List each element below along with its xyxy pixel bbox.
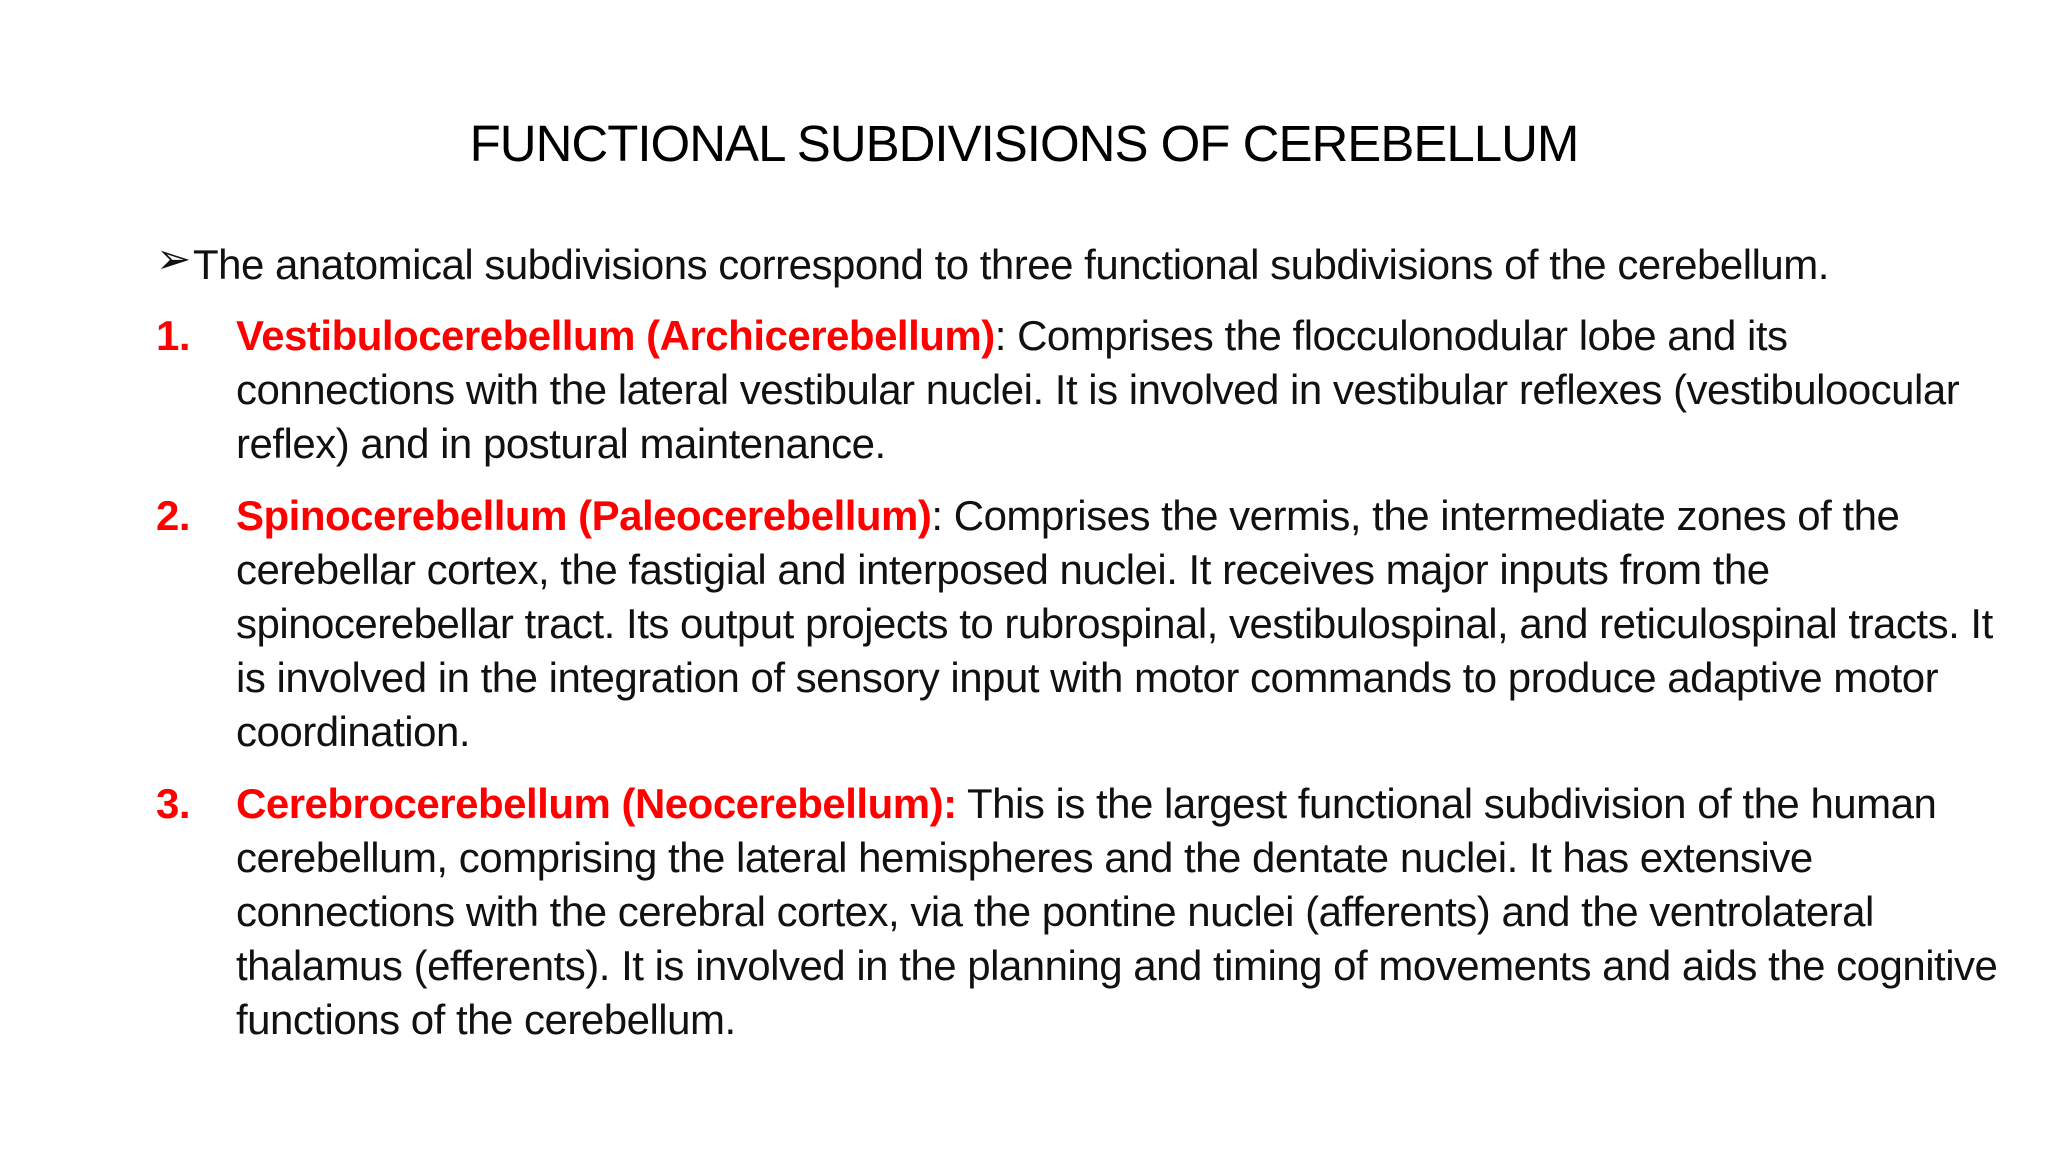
intro-text: The anatomical subdivisions correspond to three functional subdivisions of the cerebellum. <box>193 241 1829 288</box>
list-item <box>156 777 2016 1047</box>
slide-body <box>156 235 2016 1065</box>
intro-paragraph <box>156 235 2016 292</box>
item-number: 3. <box>156 780 191 827</box>
item-description: This is the largest functional subdivision of the human cerebellum, comprising the lateral hemispheres and the dentate nuclei. It has extensive connections with the cerebral cortex, via the pontine nuclei (afferents) and the ventrolateral thalamus (efferents). It is involved in the planning and timing of movements and aids the cognitive functions of the cerebellum. <box>236 780 1998 1043</box>
slide-title: FUNCTIONAL SUBDIVISIONS OF CEREBELLUM <box>469 115 1579 172</box>
list-item <box>156 489 2016 759</box>
list-item <box>156 309 2016 471</box>
item-separator: : <box>994 312 1006 359</box>
item-term: Spinocerebellum (Paleocerebellum) <box>236 492 932 539</box>
arrow-bullet-icon: ➢ <box>156 235 191 282</box>
item-description: Comprises the flocculonodular lobe and its connections with the lateral vestibular nuclei. It is involved in vestibular reflexes (vestibuloocular reflex) and in postural maintenance. <box>236 312 1960 467</box>
item-term: Cerebrocerebellum (Neocerebellum): <box>236 780 957 827</box>
item-separator: : <box>931 492 943 539</box>
item-term: Vestibulocerebellum (Archicerebellum) <box>236 312 995 359</box>
item-number: 2. <box>156 492 191 539</box>
item-number: 1. <box>156 312 191 359</box>
item-description: Comprises the vermis, the intermediate zones of the cerebellar cortex, the fastigial and interposed nuclei. It receives major inputs from the spinocerebellar tract. Its output projects to rubrospinal, vestibulospinal, and reticulospinal tracts. It is involved in the integration of sensory input with motor commands to produce adaptive motor coordination. <box>236 492 1993 755</box>
